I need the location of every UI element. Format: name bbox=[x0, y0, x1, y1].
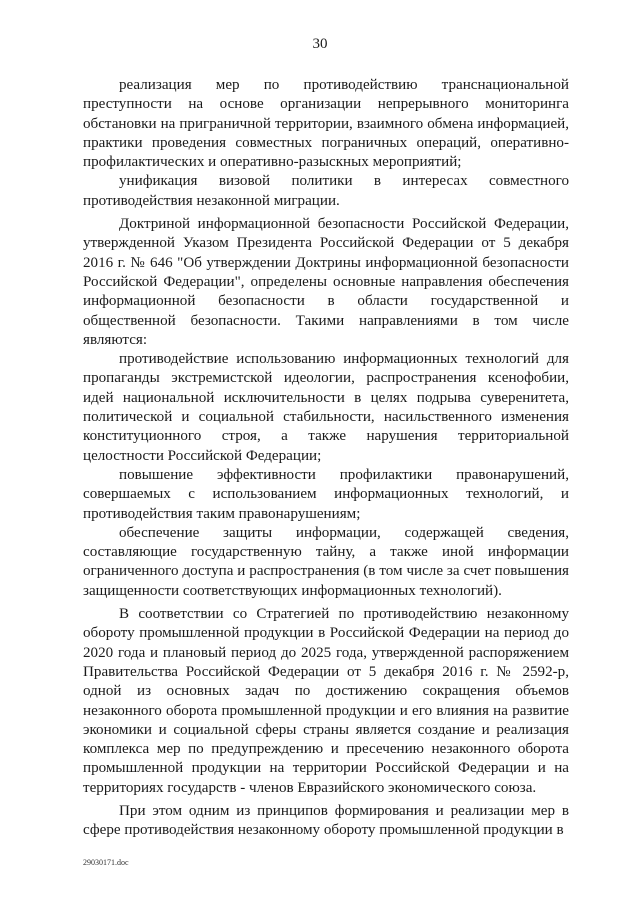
paragraph-visa-policy: унификация визовой политики в интересах совместного противодействия незаконной миграции. bbox=[83, 173, 569, 209]
paragraph-transnational-crime: реализация мер по противодействию транснациональной преступности на основе организации непрерывного мониторинга обстановки на приграничной территории, взаимного обмена информацией, практики проведения совместных пограничных операций, оперативно-профилактических и оперативно-разыскных мероприятий; bbox=[83, 77, 569, 171]
page-number: 30 bbox=[312, 36, 328, 52]
footer-filename: 29030171.doc bbox=[83, 858, 129, 867]
paragraph-information-protection: обеспечение защиты информации, содержащей сведения, составляющие государственную тайну, а также иной информации ограниченного доступа и распространения (в том числе за счет повышения защищенности соответствующих информационных технологий). bbox=[83, 524, 569, 599]
paragraph-extremism-countering: противодействие использованию информационных технологий для пропаганды экстремистской идеологии, распространения ксенофобии, идей национальной исключительности в целях подрыва суверенитета, политической и социальной стабильности, насильственного изменения конституционного строя, а также нарушения территориальной целостности Российской Федерации; bbox=[83, 351, 569, 464]
paragraph-offense-prevention: повышение эффективности профилактики правонарушений, совершаемых с использованием информационных технологий, и противодействия таким правонарушениям; bbox=[83, 466, 569, 522]
paragraph-info-security-doctrine: Доктриной информационной безопасности Российской Федерации, утвержденной Указом Президента Российской Федерации от 5 декабря 2016 г. № 646 "Об утверждении Доктрины информационной безопасности Российской Федерации", определены основные направления обеспечения информационной безопасности в области государственной и общественной безопасности. Такими направлениями в том числе являются: bbox=[83, 216, 569, 348]
paragraph-illegal-trade-strategy: В соответствии со Стратегией по противодействию незаконному обороту промышленной продукции в Российской Федерации на период до 2020 года и плановый период до 2025 года, утвержденной распоряжением Правительства Российской Федерации от 5 декабря 2016 г. № 2592-р, одной из основных задач по достижению сокращения объемов незаконного оборота промышленной продукции и его влияния на развитие экономики и социальной сферы страны является создание и реализация комплекса мер по предупреждению и пресечению незаконного оборота промышленной продукции на территории Российской Федерации и на территориях государств - членов Евразийского экономического союза. bbox=[83, 606, 569, 796]
paragraph-principles: При этом одним из принципов формирования и реализации мер в сфере противодействия незаконному обороту промышленной продукции в bbox=[83, 802, 569, 839]
document-body bbox=[83, 76, 569, 841]
